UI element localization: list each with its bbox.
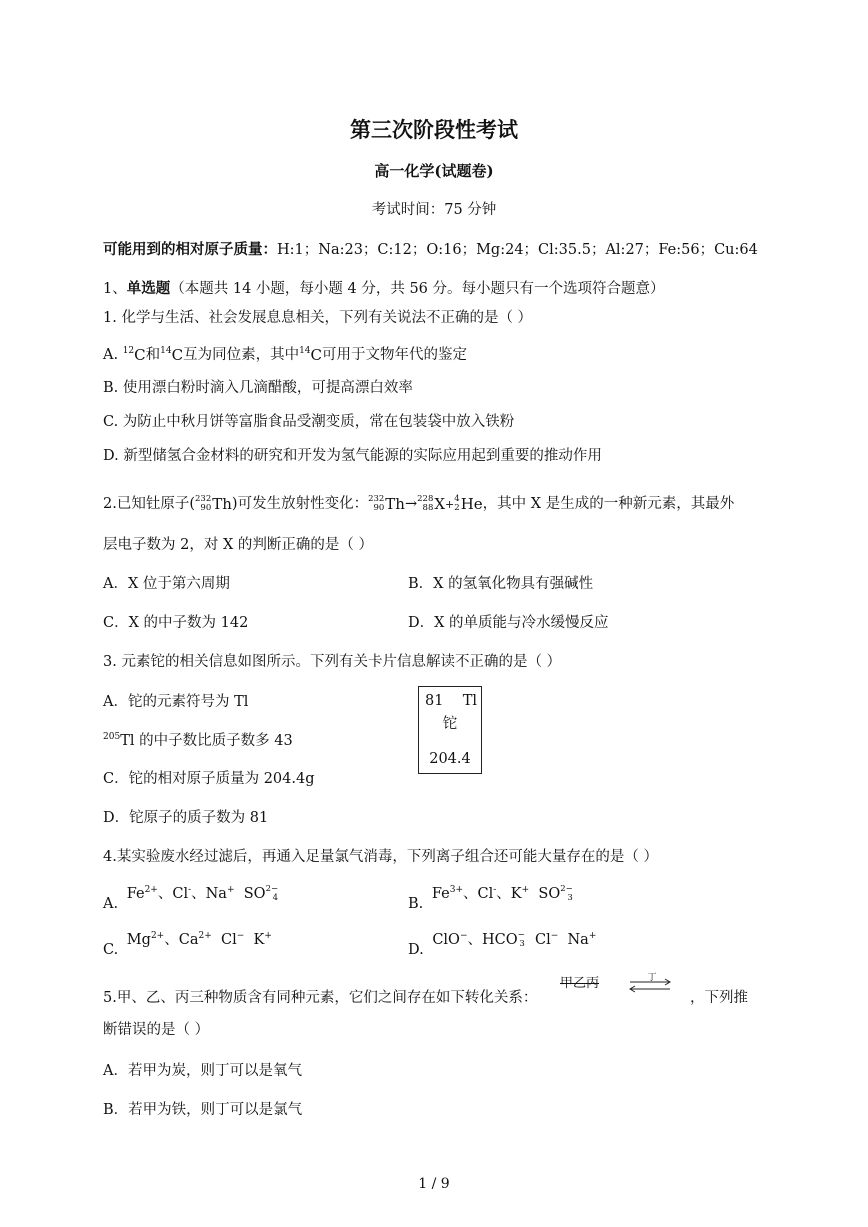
- q1-a-tail2: 可用于文物年代的鉴定: [322, 347, 468, 363]
- section-number: 1、: [103, 281, 127, 297]
- exam-time: 考试时间：75 分钟: [371, 202, 497, 218]
- q1-a-prefix: A.: [103, 347, 119, 363]
- q4-option-b: B. $Fe^{3+}$、Cl-、K+ SO 2− 3: [408, 884, 573, 912]
- q2-option-c: C．X 的中子数为 142: [103, 615, 249, 631]
- diagram-reagent: 丁: [647, 973, 657, 983]
- atomic-mass-line: [103, 238, 758, 259]
- q3-b-mass: 205: [103, 732, 121, 743]
- section-label: 单选题: [126, 280, 171, 297]
- q1-stem: 1. 化学与生活、社会发展息息相关，下列有关说法不正确的是（ ）: [103, 310, 533, 326]
- q2-stem-mid: )可发生放射性变化：: [231, 496, 369, 512]
- nuclide-th232: 232 90: [195, 494, 212, 513]
- q5-stem-post: ，下列推: [690, 990, 748, 1006]
- q2-stem: 2.已知钍原子( 232 90 Th)可发生放射性变化： 232 90 Th→ 228 88 X+ 4 2 He，其中 X 是生成的一种新元素，其最外: [103, 494, 735, 513]
- diagram-chain: 甲乙丙: [560, 976, 600, 991]
- card-mass: 204.4: [429, 751, 471, 767]
- q3-option-c: C．铊的相对原子质量为 204.4g: [103, 771, 315, 787]
- q5-option-a: A．若甲为炭，则丁可以是氧气: [103, 1063, 302, 1079]
- q2-stem-pre: 2.已知钍原子(: [103, 496, 195, 512]
- q1-a-mid: 和: [145, 347, 161, 363]
- q3-stem: 3. 元素铊的相关信息如图所示。下列有关卡片信息解读不正确的是（ ）: [103, 654, 562, 670]
- q4-c-label: C.: [103, 942, 119, 958]
- atomic-mass-values: H:1；Na:23；C:12；O:16；Mg:24；Cl:35.5；Al:27；Fe:56；Cu:64: [277, 242, 758, 258]
- q2-option-b: B．X 的氢氧化物具有强碱性: [408, 576, 594, 592]
- card-atomic-number: 81: [425, 693, 444, 709]
- q1-option-b: B. 使用漂白粉时滴入几滴醋酸，可提高漂白效率: [103, 380, 413, 396]
- q1-a-tail1: 互为同位素，其中: [183, 347, 300, 363]
- q4-option-d: D. ClO−、HCO − 3 Cl− Na+: [408, 930, 597, 958]
- q2-stem-line2: 层电子数为 2，对 X 的判断正确的是（ ）: [103, 537, 373, 553]
- q3-option-a: A．铊的元素符号为 Tl: [103, 694, 249, 710]
- q4-b-label: B.: [408, 896, 424, 912]
- q4-option-c: C. $Mg^{2+}$、$Ca^{2+}$ Cl− K+: [103, 931, 272, 958]
- exam-subtitle: 高一化学(试题卷): [374, 162, 494, 180]
- q3-option-d: D．铊原子的质子数为 81: [103, 810, 269, 826]
- card-name: 铊: [442, 716, 458, 732]
- nuclide-he4: 4 2: [454, 494, 460, 513]
- isotope-c14: $^{14}$C: [160, 346, 184, 364]
- section-heading: [103, 277, 665, 298]
- q5-option-b: B．若甲为铁，则丁可以是氯气: [103, 1102, 303, 1118]
- q4-d-label: D.: [408, 942, 424, 958]
- q2-option-a: A．X 位于第六周期: [103, 576, 230, 592]
- section-note: （本题共 14 小题，每小题 4 分，共 56 分。每小题只有一个选项符合题意）: [170, 281, 665, 297]
- q3-option-b: [103, 729, 293, 750]
- q1-option-a: [103, 343, 467, 364]
- q5-stem: 5.甲、乙、丙三种物质含有同种元素，它们之间存在如下转化关系：: [103, 990, 538, 1006]
- nuclide-x228: 228 88: [417, 494, 434, 513]
- q4-a-label: A.: [103, 896, 119, 912]
- conversion-diagram: [560, 968, 680, 1000]
- exam-title: 第三次阶段性考试: [350, 117, 518, 142]
- arrow-icon: →: [404, 496, 418, 512]
- nuclide-th232-b: 232 90: [368, 494, 385, 513]
- page-number: 1 / 9: [418, 1176, 450, 1192]
- element-card-thallium: [418, 686, 482, 774]
- q1-option-c: C. 为防止中秋月饼等富脂食品受潮变质，常在包装袋中放入铁粉: [103, 414, 515, 430]
- q2-option-d: D．X 的单质能与冷水缓慢反应: [408, 615, 609, 631]
- q1-option-d: D. 新型储氢合金材料的研究和开发为氢气能源的实际应用起到重要的推动作用: [103, 448, 602, 464]
- equilibrium-arrows-icon: [622, 978, 678, 994]
- q4-option-a: A. $Fe^{2+}$、Cl-、Na+ SO 2− 4: [103, 884, 279, 912]
- isotope-c14-b: $^{14}$C: [299, 346, 323, 364]
- q3-b-post: Tl 的中子数比质子数多 43: [120, 733, 293, 749]
- q2-stem-post: ，其中 X 是生成的一种新元素，其最外: [482, 496, 735, 512]
- card-symbol: Tl: [462, 693, 477, 709]
- q5-stem-line2: 断错误的是（ ）: [103, 1022, 210, 1038]
- q4-stem: 4.某实验废水经过滤后，再通入足量氯气消毒，下列离子组合还可能大量存在的是（ ）: [103, 849, 658, 865]
- atomic-mass-label: 可能用到的相对原子质量：: [103, 241, 277, 258]
- isotope-c12: $^{12}$C: [122, 346, 146, 364]
